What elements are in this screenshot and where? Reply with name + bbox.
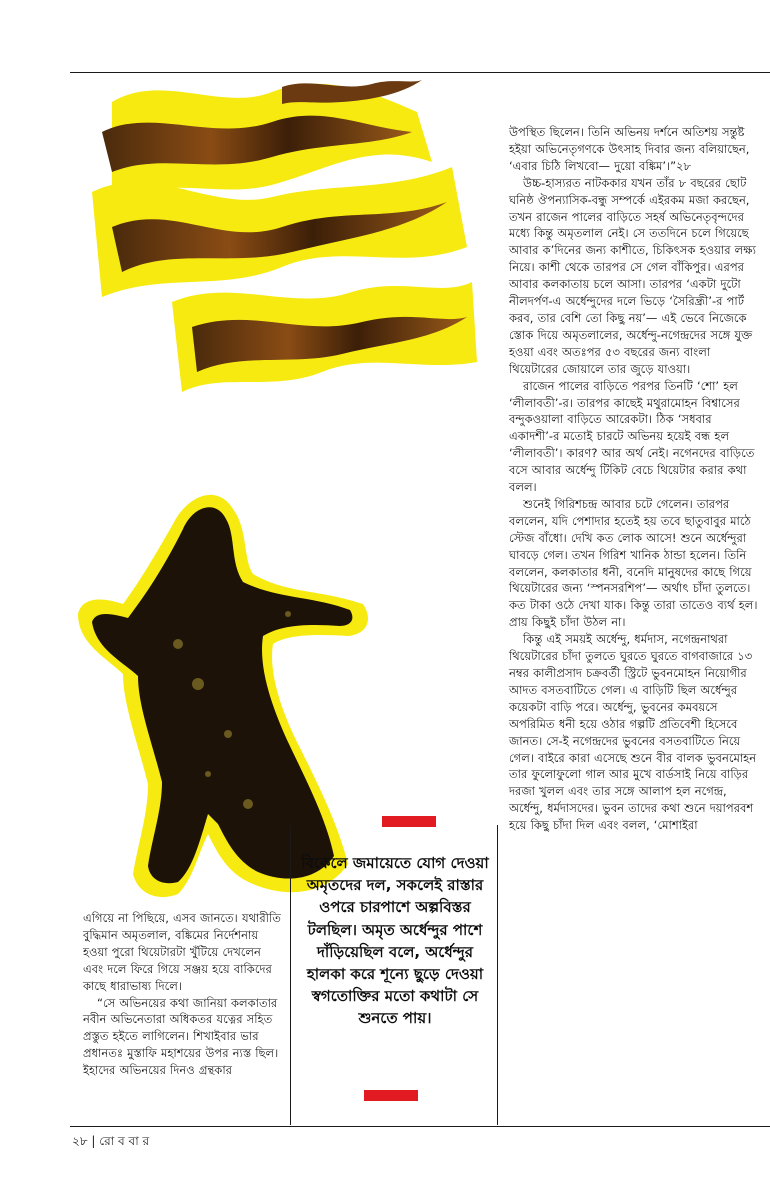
body-paragraph: “সে অভিনয়ের কথা জানিয়া কলকাতার নবীন অভিনেতারা অধিকতর যত্নের সহিত প্রস্তুত হইতে লাগিলেন। শিখাইবার ভার প্রধানতঃ মুস্তাফি মহাশয়ের উপর ন্যস্ত ছিল। ইহাদের অভিনয়ের দিনও গ্রন্থকার: [83, 995, 279, 1078]
body-paragraph: শুনেই গিরিশচন্দ্র আবার চটে গেলেন। তারপর বললেন, যদি পেশাদার হতেই হয় তবে ছাতুবাবুর মাঠে স্টেজ বাঁধো। দেখি কত লোক আসে! শুনে অর্ধেন্দুরা ঘাবড়ে গেল। তখন গিরিশ খানিক ঠান্ডা হলেন। তিনি বললেন, কলকাতার ধনী, বনেদি মানুষদের কাছে গিয়ে থিয়েটারের জন্য ‘স্পনসরশিপ’— অর্থাৎ চাঁদা তুলতে। কত টাকা ওঠে দেখা যাক। কিন্তু তারা তাতেও ব্যর্থ হল। প্রায় কিছুই চাঁদা উঠল না।: [509, 496, 758, 630]
body-paragraph: কিন্তু এই সময়ই অর্ধেন্দু, ধর্মদাস, নগেন্দ্রনাথরা থিয়েটারের চাঁদা তুলতে ঘুরতে ঘুরতে বাগবাজারে ১৩ নম্বর কালীপ্রসাদ চক্রবর্তী স্ট্রিটে ভুবনমোহন নিয়োগীর আদত বসতবাটিতে গেল। এ বাড়িটি ছিল অর্ধেন্দুর কয়েকটা বাড়ি পরে। অর্ধেন্দু, ভুবনের কমবয়সে অপরিমিত ধনী হয়ে ওঠার গল্পটি প্রতিবেশী হিসেবে জানত। সে-ই নগেন্দ্রদের ভুবনের বসতবাটিতে নিয়ে গেল। বাইরে কারা এসেছে শুনে বীর বালক ভুবনমোহন তার ফুলোফুলো গাল আর মুখে বার্ডসাই নিয়ে বাড়ির দরজা খুলল এবং তার সঙ্গে আলাপ হল নগেন্দ্র, অর্ধেন্দু, ধর্মদাসদের। ভুবন তাদের কথা শুনে দয়াপরবশ হয়ে কিছু চাঁদা দিল এবং বলল, ‘মোশাইরা: [509, 632, 757, 833]
pull-quote-red-bar-bottom: [364, 1090, 418, 1101]
body-paragraph: উচ্চ-হাস্যরত নাটককার যখন তাঁর ৮ বছরের ছোট ঘনিষ্ঠ ঔপন্যাসিক-বন্ধু সম্পর্কে এইরকম মজা করছেন, তখন রাজেন পালের বাড়িতে সহর্ষ অভিনেতৃবৃন্দদের মধ্যে কিন্তু অমৃতলাল নেই। সে ততদিনে চলে গিয়েছে আবার ক’দিনের জন্য কাশীতে, চিকিৎসক হওয়ার লক্ষ্য নিয়ে। কাশী থেকে তারপর সে গেল বাঁকিপুর। এরপর আবার কলকাতায় চলে আসা। তারপর ‘একটা দুটো নীলদর্পণ-এ অর্ধেন্দুদের দলে ভিড়ে ‘সৈরিন্ধ্রী’-র পার্ট করব, তার বেশি তো কিছু নয়’— এই ভেবে নিজেকে স্তোক দিয়ে অমৃতলালের, অর্ধেন্দু-নগেন্দ্রদের সঙ্গে যুক্ত হওয়া এবং অতঃপর ৫৩ বছরের জন্য বাংলা থিয়েটারের জোয়ালে তার জুড়ে যাওয়া।: [509, 175, 756, 376]
dancing-figure-illustration: [78, 484, 378, 902]
bottom-rule: [70, 1126, 770, 1127]
wavy-ribbons-illustration: [72, 72, 484, 432]
pull-quote: বিকেলে জমায়েতে যোগ দেওয়া অমৃতদের দল, সকলেই রাস্তার ওপরে চারপাশে অল্পবিস্তর টলছিল। অমৃত অর্ধেন্দুর পাশে দাঁড়িয়েছিল বলে, অর্ধেন্দুর হালকা করে শূন্যে ছুড়ে দেওয়া স্বগতোক্তির মতো কথাটা সে শুনতে পায়।: [301, 854, 489, 1028]
column-rule-right: [497, 825, 498, 1125]
page-folio: ২৮ | রো ব বা র: [72, 1134, 150, 1148]
body-paragraph: রাজেন পালের বাড়িতে পরপর তিনটি ‘শো’ হল ‘লীলাবতী’-র। তারপর কাছেই মথুরামোহন বিশ্বাসের বন্দুকওয়ালা বাড়িতে আরেকটা। ঠিক ‘সধবার একাদশী’-র মতোই চারটে অভিনয় হয়েই বন্ধ হল ‘লীলাবতী’। কারণ? আর অর্থ নেই। নগেনদের বাড়িতে বসে আবার অর্ধেন্দু টিকিট বেচে থিয়েটার করার কথা বলল।: [509, 378, 755, 495]
pull-quote-red-bar-top: [382, 816, 436, 827]
left-text-column: [83, 910, 281, 1079]
body-paragraph: উপস্থিত ছিলেন। তিনি অভিনয় দর্শনে অতিশয় সন্তুষ্ট হইয়া অভিনেতৃগণকে উৎসাহ দিবার জন্য বলিয়াছেন, ‘এবার চিঠি লিখবো— দুয়ো বঙ্কিম’।”২৮: [509, 125, 750, 173]
body-paragraph: এগিয়ে না পিছিয়ে, এসব জানতে। যথারীতি বুদ্ধিমান অমৃতলাল, বঙ্কিমের নির্দেশনায় হওয়া পুরো থিয়েটারটা খুঁটিয়ে দেখলেন এবং দলে ফিরে গিয়ে সঞ্জয় হয়ে বাকিদের কাছে ধারাভাষ্য দিলে।: [83, 911, 281, 993]
right-text-column: [509, 124, 759, 834]
column-rule-left: [290, 825, 291, 1125]
